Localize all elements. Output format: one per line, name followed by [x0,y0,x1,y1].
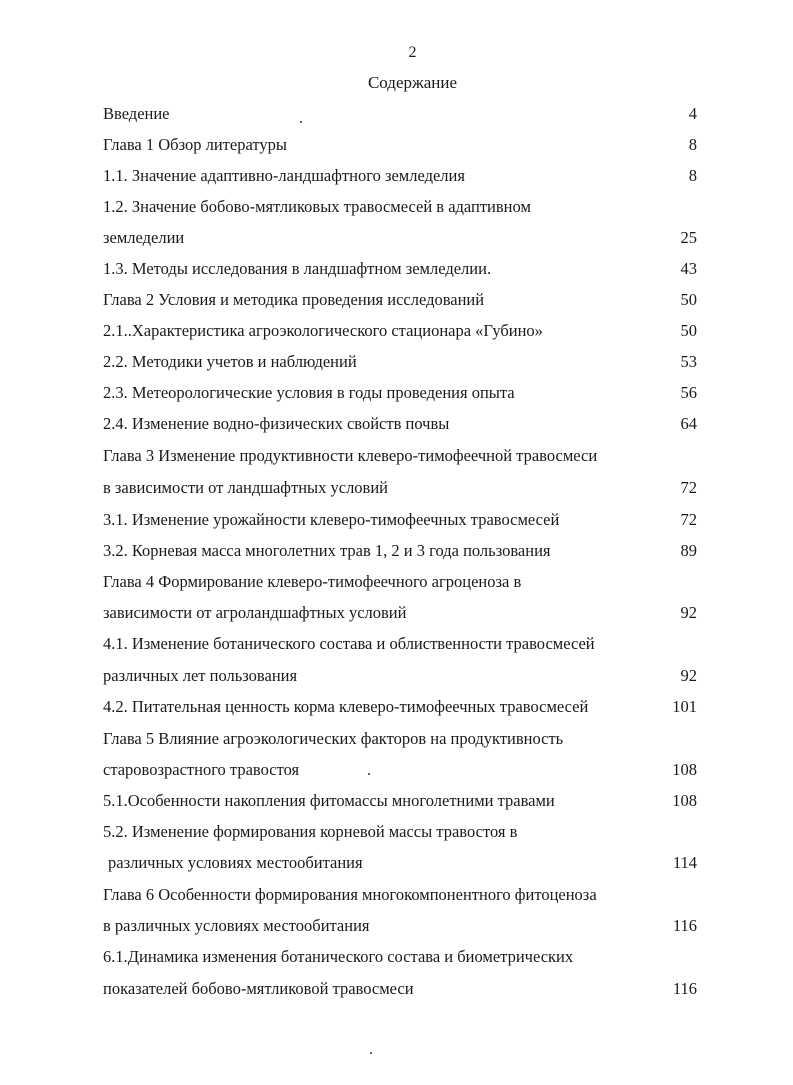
toc-entry-text: показателей бобово-мятликовой травосмеси [103,979,414,998]
toc-entry [0,849,793,877]
toc-entry-page: 116 [672,916,697,935]
toc-entry [0,286,793,314]
toc-entry-text: Глава 5 Влияние агроэкологических факторов на продуктивность [103,729,564,748]
toc-entry [0,787,793,815]
toc-entry-text: 2.4. Изменение водно-физических свойств почвы [103,414,450,433]
toc-entry [0,943,793,971]
toc-entry [0,662,793,690]
toc-entry [0,537,793,565]
toc-entry-page: 50 [680,290,697,309]
toc-entry-text: 5.1.Особенности накопления фитомассы многолетними травами [103,791,555,810]
toc-entry-page: 116 [672,979,697,998]
toc-entry [0,756,793,784]
toc-entry-text: 2.3. Метеорологические условия в годы проведения опыта [103,383,515,402]
page-title: Содержание [367,73,458,92]
toc-entry-text: в различных условиях местообитания [103,916,370,935]
toc-entry [0,975,793,1003]
toc-entry-text: зависимости от агроландшафтных условий [103,603,407,622]
toc-entry [0,568,793,596]
toc-entry-text: 1.2. Значение бобово-мятликовых травосмесей в адаптивном [103,197,531,216]
toc-entry-text: 2.2. Методики учетов и наблюдений [103,352,357,371]
toc-entry-page: 72 [680,478,697,497]
toc-entry [0,818,793,846]
toc-entry-text: 4.2. Питательная ценность корма клеверо-тимофеечных травосмесей [103,697,589,716]
toc-entry [0,725,793,753]
toc-entry-text: старовозрастного травостоя [103,760,300,779]
toc-entry-page: 108 [672,791,697,810]
toc-entry-page: 43 [680,259,697,278]
toc-entry [0,379,793,407]
toc-entry-text: в зависимости от ландшафтных условий [103,478,389,497]
toc-entry-text: 1.3. Методы исследования в ландшафтном земледелии. [103,259,492,278]
toc-entry [0,474,793,502]
toc-entry [0,630,793,658]
toc-entry [0,912,793,940]
toc-entry-text: различных условиях местообитания [108,853,363,872]
toc-entry-page: 92 [680,603,697,622]
toc-entry-text: 3.1. Изменение урожайности клеверо-тимофеечных травосмесей [103,510,560,529]
toc-entry-page: 4 [688,104,697,123]
toc-entry [0,100,793,128]
toc-entry [0,881,793,909]
toc-entry-text: различных лет пользования [103,666,298,685]
scan-speck [368,773,370,775]
page-number: 2 [408,44,417,61]
toc-entry-text: 3.2. Корневая масса многолетних трав 1, 2 и 3 года пользования [103,541,551,560]
toc-entry-page: 114 [672,853,697,872]
toc-entry-page: 56 [680,383,697,402]
toc-entry-page: 64 [680,414,697,433]
toc-entry-page: 72 [680,510,697,529]
toc-entry [0,317,793,345]
toc-entry-text: 6.1.Динамика изменения ботанического состава и биометрических [103,947,574,966]
toc-entry-page: 50 [680,321,697,340]
scan-speck [300,121,302,123]
toc-entry [0,162,793,190]
toc-entry [0,442,793,470]
toc-entry [0,131,793,159]
toc-entry-text: Глава 2 Условия и методика проведения исследований [103,290,485,309]
toc-entry [0,255,793,283]
toc-entry [0,693,793,721]
toc-entry [0,224,793,252]
toc-entry-page: 92 [680,666,697,685]
toc-entry-text: Глава 1 Обзор литературы [103,135,287,154]
toc-entry-text: 2.1..Характеристика агроэкологического стационара «Губино» [103,321,543,340]
toc-entry-page: 25 [680,228,697,247]
toc-entry-page: 101 [672,697,697,716]
toc-entry [0,599,793,627]
toc-entry [0,348,793,376]
toc-entry-page: 89 [680,541,697,560]
toc-entry [0,193,793,221]
toc-entry-page: 53 [680,352,697,371]
toc-entry [0,506,793,534]
toc-entry-text: Глава 6 Особенности формирования многокомпонентного фитоценоза [103,885,597,904]
toc-entry-text: Глава 4 Формирование клеверо-тимофеечного агроценоза в [103,572,522,591]
toc-entry-page: 8 [688,135,697,154]
toc-entry-text: Глава 3 Изменение продуктивности клеверо-тимофеечной травосмеси [103,446,598,465]
toc-entry-text: 1.1. Значение адаптивно-ландшафтного земледелия [103,166,465,185]
scan-speck [370,1052,372,1054]
toc-entry-text: Введение [103,104,170,123]
toc-entry-text: земледелии [103,228,185,247]
toc-entry-text: 5.2. Изменение формирования корневой массы травостоя в [103,822,518,841]
toc-entry-text: 4.1. Изменение ботанического состава и облиственности травосмесей [103,634,595,653]
toc-entry [0,410,793,438]
toc-entry-page: 108 [672,760,697,779]
toc-entry-page: 8 [688,166,697,185]
